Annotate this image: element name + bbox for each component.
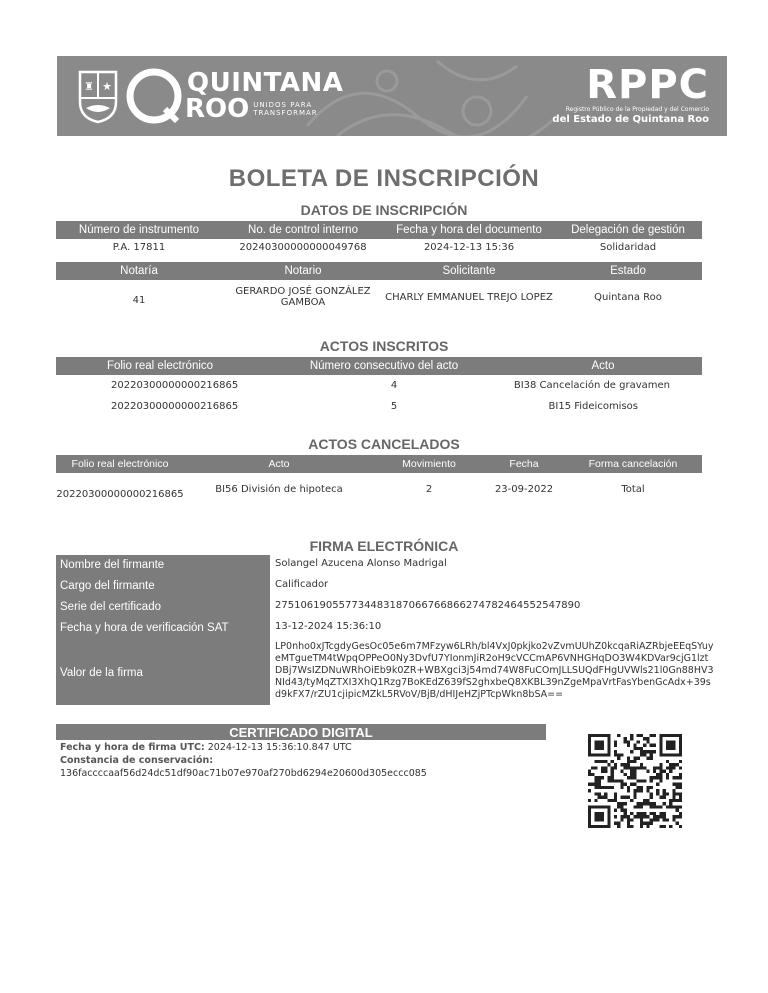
- nombre-firmante: Solangel Azucena Alonso Madrigal: [275, 558, 447, 569]
- firma-label-column: [56, 555, 270, 705]
- constancia-label-text: Constancia de conservación:: [60, 755, 214, 766]
- cargo-firmante: Calificador: [275, 579, 329, 590]
- rppc-logo: [552, 64, 709, 126]
- firma-section-title: FIRMA ELECTRÓNICA: [309, 538, 459, 554]
- datos-header-row-1: [56, 221, 702, 239]
- state-slogan: [253, 101, 317, 117]
- qr-code: [588, 734, 682, 828]
- folio-real: 20220300000000216865: [111, 401, 239, 412]
- actos-inscritos-header-cell: Folio real electrónico: [106, 360, 214, 372]
- certificado-title: CERTIFICADO DIGITAL: [229, 725, 373, 740]
- movimiento: 2: [425, 484, 433, 495]
- state-name-line2: ROO: [185, 94, 250, 124]
- folio-real: 20220300000000216865: [56, 489, 184, 500]
- firma-label: Serie del certificado: [60, 601, 161, 613]
- fecha-documento: 2024-12-13 15:36: [423, 242, 515, 253]
- actos-cancelados-header: [56, 455, 702, 473]
- numero-consecutivo: 4: [390, 380, 398, 391]
- actos-cancelados-header-cell: Forma cancelación: [588, 458, 678, 470]
- state-name-line1: QUINTANA: [187, 68, 344, 98]
- svg-text:★: ★: [102, 80, 112, 93]
- numero-consecutivo: 5: [390, 401, 398, 412]
- acto: BI56 División de hipoteca: [215, 484, 343, 495]
- constancia-label: [60, 755, 213, 766]
- fecha-verificacion-sat: 13-12-2024 15:36:10: [275, 621, 382, 632]
- forma-cancelacion: Total: [621, 484, 645, 495]
- actos-inscritos-title: ACTOS INSCRITOS: [319, 338, 449, 354]
- actos-inscritos-header-cell: Número consecutivo del acto: [309, 360, 459, 372]
- quintana-roo-logo: [77, 66, 343, 126]
- firma-label: Fecha y hora de verificación SAT: [60, 622, 229, 634]
- state-shield-icon: [77, 68, 119, 124]
- svg-text:♜: ♜: [84, 80, 94, 93]
- constancia-value: 136faccccaaf56d24dc51df90ac71b07e970af270bd6294e20600d305eccc085: [60, 768, 427, 779]
- acto: BI38 Cancelación de gravamen: [513, 380, 670, 391]
- actos-cancelados-header-cell: Acto: [268, 458, 290, 470]
- fecha: 23-09-2022: [494, 484, 554, 495]
- datos-header-cell: No. de control interno: [248, 224, 358, 236]
- page-title: BOLETA DE INSCRIPCIÓN: [228, 165, 540, 192]
- notaria: 41: [132, 294, 146, 306]
- datos-value-row-1: [56, 242, 702, 253]
- datos-header-row-2: [56, 262, 702, 280]
- fecha-firma-label: Fecha y hora de firma UTC:: [60, 742, 205, 753]
- folio-real: 20220300000000216865: [111, 380, 239, 391]
- actos-inscritos-header-cell: Acto: [591, 360, 615, 372]
- header-banner: [57, 56, 727, 136]
- actos-inscritos-header: [56, 357, 702, 375]
- control-interno: 20240300000000049768: [239, 242, 367, 253]
- fecha-firma-utc: [60, 742, 352, 753]
- estado: Quintana Roo: [594, 291, 662, 303]
- delegacion-gestion: Solidaridad: [599, 242, 657, 253]
- table-row: [56, 484, 702, 500]
- actos-cancelados-header-cell: Folio real electrónico: [71, 458, 169, 470]
- actos-cancelados-header-cell: Fecha: [509, 458, 539, 470]
- datos-header-cell: Solicitante: [442, 265, 496, 277]
- notario-line2: GAMBOA: [280, 297, 326, 308]
- quintana-roo-wordmark: [153, 70, 343, 122]
- rppc-title: RPPC: [586, 62, 709, 108]
- rppc-subtitle: Registro Público de la Propiedad y del Comercio: [565, 106, 709, 113]
- datos-header-cell: Delegación de gestión: [571, 224, 685, 236]
- acto: BI15 Fideicomisos: [548, 401, 638, 412]
- datos-header-cell: Estado: [610, 265, 646, 277]
- notario: [222, 286, 384, 308]
- solicitante: CHARLY EMMANUEL TREJO LOPEZ: [385, 291, 553, 303]
- actos-cancelados-title: ACTOS CANCELADOS: [308, 436, 460, 452]
- datos-header-cell: Notaría: [120, 265, 158, 277]
- state-slogan-line1: UNIDOS PARA: [253, 101, 313, 109]
- firma-label: Nombre del firmante: [60, 559, 165, 571]
- table-row: [56, 401, 702, 412]
- serie-certificado: 275106190557734483187066766866274782464552547890: [275, 600, 581, 611]
- datos-header-cell: Número de instrumento: [78, 224, 200, 236]
- actos-cancelados-header-cell: Movimiento: [402, 458, 456, 470]
- numero-instrumento: P.A. 17811: [112, 242, 166, 253]
- firma-label: Cargo del firmante: [60, 580, 155, 592]
- notario-line1: GERARDO JOSÉ GONZÁLEZ: [235, 286, 371, 297]
- table-row: [56, 380, 702, 391]
- valor-firma: LP0nho0xJTcgdyGesOc05e6m7MFzyw6LRh/bl4VxJ0pkjko2vZvmUUhZ0kcqaRiAZRbjeEEqSYuyeMTgueTM4tWpqOPPeO0Ny3DvfU7YIonmJiR2oH9cVCCmAP6VNHGHqDO3W4KDVar9cjG1lztDBj7WsIZDNuWRhOiEb9k0ZR+WBXgci3j54md74W8FuCOmJLLSUQdFHgUVWls21l0Gn88HV3NId43/tyMqZTXI3XhQ1Rzg7BoKEdZ639fS2ghxbeQ8XKBL39nZgeMpaVrtFasYbenGcAdx+39sd9kFX7/rZU1cjipicMZkL5RVoV/BjB/dHIJeHZjPTcpWkn8bSA==: [275, 641, 714, 700]
- fecha-firma-value: 2024-12-13 15:36:10.847 UTC: [207, 742, 352, 753]
- state-slogan-line2: TRANSFORMAR: [253, 109, 318, 117]
- rppc-state: del Estado de Quintana Roo: [552, 114, 709, 125]
- datos-value-row-2: [56, 284, 702, 310]
- datos-header-cell: Notario: [284, 265, 322, 277]
- datos-header-cell: Fecha y hora del documento: [396, 224, 542, 236]
- firma-label: Valor de la firma: [60, 667, 143, 679]
- datos-section-title: DATOS DE INSCRIPCIÓN: [300, 202, 468, 218]
